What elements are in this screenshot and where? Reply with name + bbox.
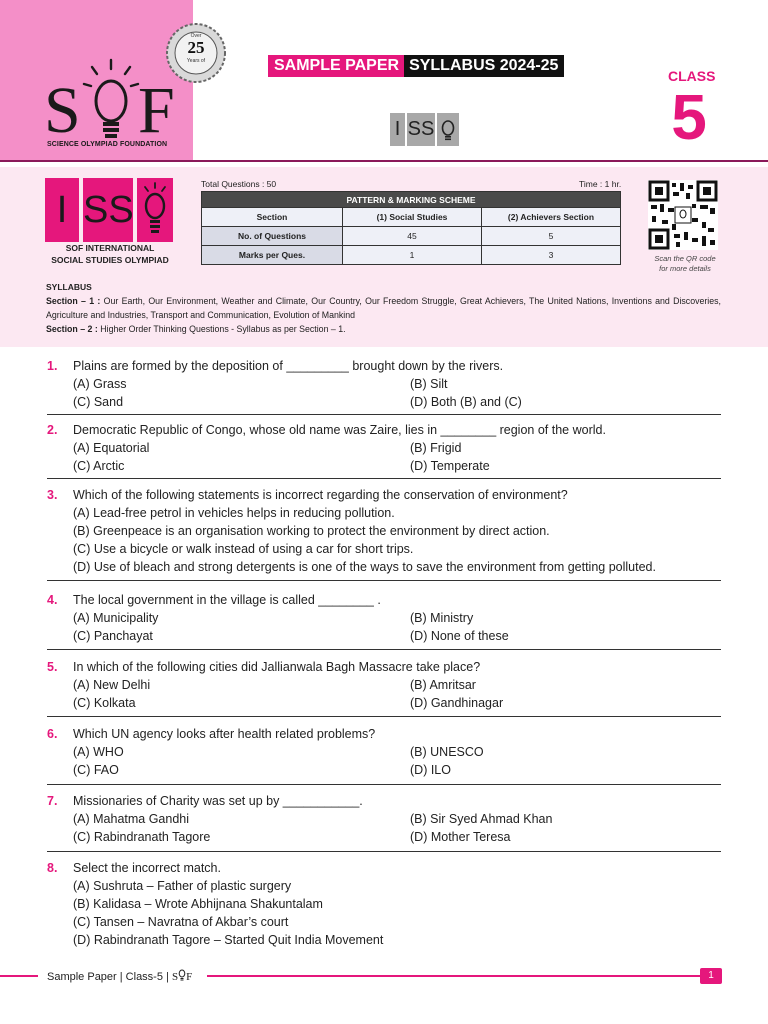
row-label: Marks per Ques. — [202, 246, 343, 265]
section-2-label: Section – 2 : — [46, 324, 98, 334]
isso-logo-bulb — [137, 178, 173, 242]
option-b[interactable]: (B) Frigid — [410, 441, 462, 455]
sof-letter-s: S — [44, 74, 81, 147]
syllabus-block — [46, 280, 721, 336]
isso-logo-i: I — [45, 178, 79, 242]
option-b[interactable]: (B) Ministry — [410, 611, 474, 625]
question-text: Democratic Republic of Congo, whose old name was Zaire, lies in ________ region of the world. — [73, 423, 606, 437]
question-number: 2. — [47, 423, 58, 437]
section-2-text: Higher Order Thinking Questions - Syllabus as per Section – 1. — [100, 324, 346, 334]
option-b[interactable]: (B) Amritsar — [410, 678, 476, 692]
footer-rule-right — [207, 975, 700, 977]
question-divider — [47, 580, 721, 581]
question-number: 8. — [47, 861, 58, 875]
option-d[interactable]: (D) Gandhinagar — [410, 696, 504, 710]
table-header-section: Section — [202, 208, 343, 227]
footer-sof-f: F — [186, 971, 193, 983]
qr-code-icon[interactable] — [648, 180, 718, 250]
olympiad-name-line1: SOF INTERNATIONAL — [65, 243, 155, 253]
option-c[interactable]: (C) Sand — [73, 395, 124, 409]
table-header-social-studies: (1) Social Studies — [343, 208, 482, 227]
lightbulb-icon — [140, 182, 170, 238]
title-sample-paper: SAMPLE PAPER — [268, 55, 404, 77]
option-b[interactable]: (B) Silt — [410, 377, 448, 391]
logo-panel — [0, 0, 206, 162]
lightbulb-icon — [82, 58, 140, 142]
section-1-label: Section – 1 : — [46, 296, 101, 306]
title-syllabus-year: SYLLABUS 2024-25 — [404, 55, 564, 77]
title-banner — [268, 55, 564, 77]
total-questions: Total Questions : 50 — [201, 179, 277, 189]
question-divider — [47, 414, 721, 415]
syllabus-heading: SYLLABUS — [46, 282, 92, 292]
question-6 — [47, 725, 721, 779]
table-row — [202, 227, 621, 246]
question-3 — [47, 486, 721, 576]
option-c[interactable]: (C) Use a bicycle or walk instead of using a car for short trips. — [73, 542, 414, 556]
isso-small-ss: SS — [407, 113, 435, 146]
option-b[interactable]: (B) Sir Syed Ahmad Khan — [410, 812, 553, 826]
question-text: The local government in the village is called ________ . — [73, 593, 381, 607]
option-c[interactable]: (C) FAO — [73, 763, 119, 777]
option-c[interactable]: (C) Rabindranath Tagore — [73, 830, 211, 844]
question-1 — [47, 357, 721, 411]
olympiad-name — [30, 242, 190, 266]
marking-scheme-table — [201, 191, 621, 265]
question-number: 5. — [47, 660, 58, 674]
header-divider — [0, 160, 768, 162]
table-header-achievers: (2) Achievers Section — [482, 208, 621, 227]
olympiad-name-line2: SOCIAL STUDIES OLYMPIAD — [51, 255, 169, 265]
question-7 — [47, 792, 721, 846]
option-a[interactable]: (A) Equatorial — [73, 441, 150, 455]
question-divider — [47, 649, 721, 650]
class-label: CLASS — [668, 68, 716, 84]
option-a[interactable]: (A) Mahatma Gandhi — [73, 812, 190, 826]
class-number: 5 — [671, 81, 707, 153]
lightbulb-icon — [440, 118, 456, 142]
isso-small-i: I — [390, 113, 405, 146]
cell-value: 5 — [482, 227, 621, 246]
question-5 — [47, 658, 721, 712]
option-d[interactable]: (D) Mother Teresa — [410, 830, 511, 844]
qr-caption — [645, 254, 725, 274]
isso-small-bulb — [437, 113, 459, 146]
question-4 — [47, 591, 721, 645]
option-a[interactable]: (A) WHO — [73, 745, 124, 759]
cell-value: 3 — [482, 246, 621, 265]
option-d[interactable]: (D) Temperate — [410, 459, 490, 473]
option-c[interactable]: (C) Kolkata — [73, 696, 136, 710]
option-d[interactable]: (D) ILO — [410, 763, 451, 777]
exam-time: Time : 1 hr. — [579, 179, 622, 189]
question-text: Which of the following statements is incorrect regarding the conservation of environment? — [73, 488, 568, 502]
footer-sof-s: S — [171, 971, 179, 983]
question-number: 1. — [47, 359, 58, 373]
seal-text-top: Over — [190, 33, 202, 39]
isso-logo — [45, 178, 173, 242]
isso-logo-small — [390, 113, 459, 146]
option-b[interactable]: (B) UNESCO — [410, 745, 484, 759]
question-text: Which UN agency looks after health related problems? — [73, 727, 376, 741]
question-divider — [47, 784, 721, 785]
option-a[interactable]: (A) New Delhi — [73, 678, 151, 692]
table-row — [202, 246, 621, 265]
footer-rule-left — [0, 975, 38, 977]
question-2 — [47, 421, 721, 475]
row-label: No. of Questions — [202, 227, 343, 246]
option-d[interactable]: (D) Rabindranath Tagore – Started Quit India Movement — [73, 933, 384, 947]
question-text: In which of the following cities did Jallianwala Bagh Massacre take place? — [73, 660, 481, 674]
page-number: 1 — [700, 968, 722, 984]
option-d[interactable]: (D) Both (B) and (C) — [410, 395, 522, 409]
question-divider — [47, 716, 721, 717]
cell-value: 45 — [343, 227, 482, 246]
question-text: Missionaries of Charity was set up by ___________. — [73, 794, 363, 808]
option-c[interactable]: (C) Arctic — [73, 459, 125, 473]
isso-logo-ss: SS — [83, 178, 133, 242]
question-number: 4. — [47, 593, 58, 607]
question-8 — [47, 859, 721, 949]
seal-text-bottom: Years of — [186, 58, 206, 64]
sof-letter-f: F — [138, 74, 175, 147]
syllabus-section-1 — [46, 294, 721, 322]
option-b[interactable]: (B) Kalidasa – Wrote Abhijnana Shakuntalam — [73, 897, 323, 911]
question-number: 3. — [47, 488, 58, 502]
option-d[interactable]: (D) Use of bleach and strong detergents is one of the ways to save the environment from getting polluted. — [73, 560, 656, 574]
question-text: Select the incorrect match. — [73, 861, 221, 875]
section-1-text: Our Earth, Our Environment, Weather and Climate, Our Country, Our Freedom Struggle, Great Achievers, The United Nations, Inventions and Discoveries, Agriculture and Industries, Transport and Communication, Evolution of Mankind — [46, 296, 721, 320]
option-a[interactable]: (A) Municipality — [73, 611, 159, 625]
option-b[interactable]: (B) Greenpeace is an organisation working to protect the environment by direct action. — [73, 524, 550, 538]
option-d[interactable]: (D) None of these — [410, 629, 509, 643]
organization-name: SCIENCE OLYMPIAD FOUNDATION — [47, 141, 168, 148]
option-c[interactable]: (C) Panchayat — [73, 629, 153, 643]
table-caption: PATTERN & MARKING SCHEME — [202, 192, 621, 208]
option-a[interactable]: (A) Sushruta – Father of plastic surgery — [73, 879, 292, 893]
seal-number: 25 — [187, 38, 205, 57]
footer-label — [47, 969, 192, 984]
option-a[interactable]: (A) Grass — [73, 377, 127, 391]
option-c[interactable]: (C) Tansen – Navratna of Akbar’s court — [73, 915, 289, 929]
qr-caption-line2: for more details — [659, 264, 711, 273]
qr-caption-line1: Scan the QR code — [654, 254, 716, 263]
question-divider — [47, 478, 721, 479]
question-text: Plains are formed by the deposition of _________ brought down by the rivers. — [73, 359, 504, 373]
syllabus-section-2 — [46, 322, 721, 336]
footer-text: Sample Paper | Class-5 | — [47, 971, 172, 983]
cell-value: 1 — [343, 246, 482, 265]
question-number: 7. — [47, 794, 58, 808]
question-divider — [47, 851, 721, 852]
option-a[interactable]: (A) Lead-free petrol in vehicles helps in reducing pollution. — [73, 506, 395, 520]
lightbulb-icon — [178, 969, 186, 981]
question-number: 6. — [47, 727, 58, 741]
